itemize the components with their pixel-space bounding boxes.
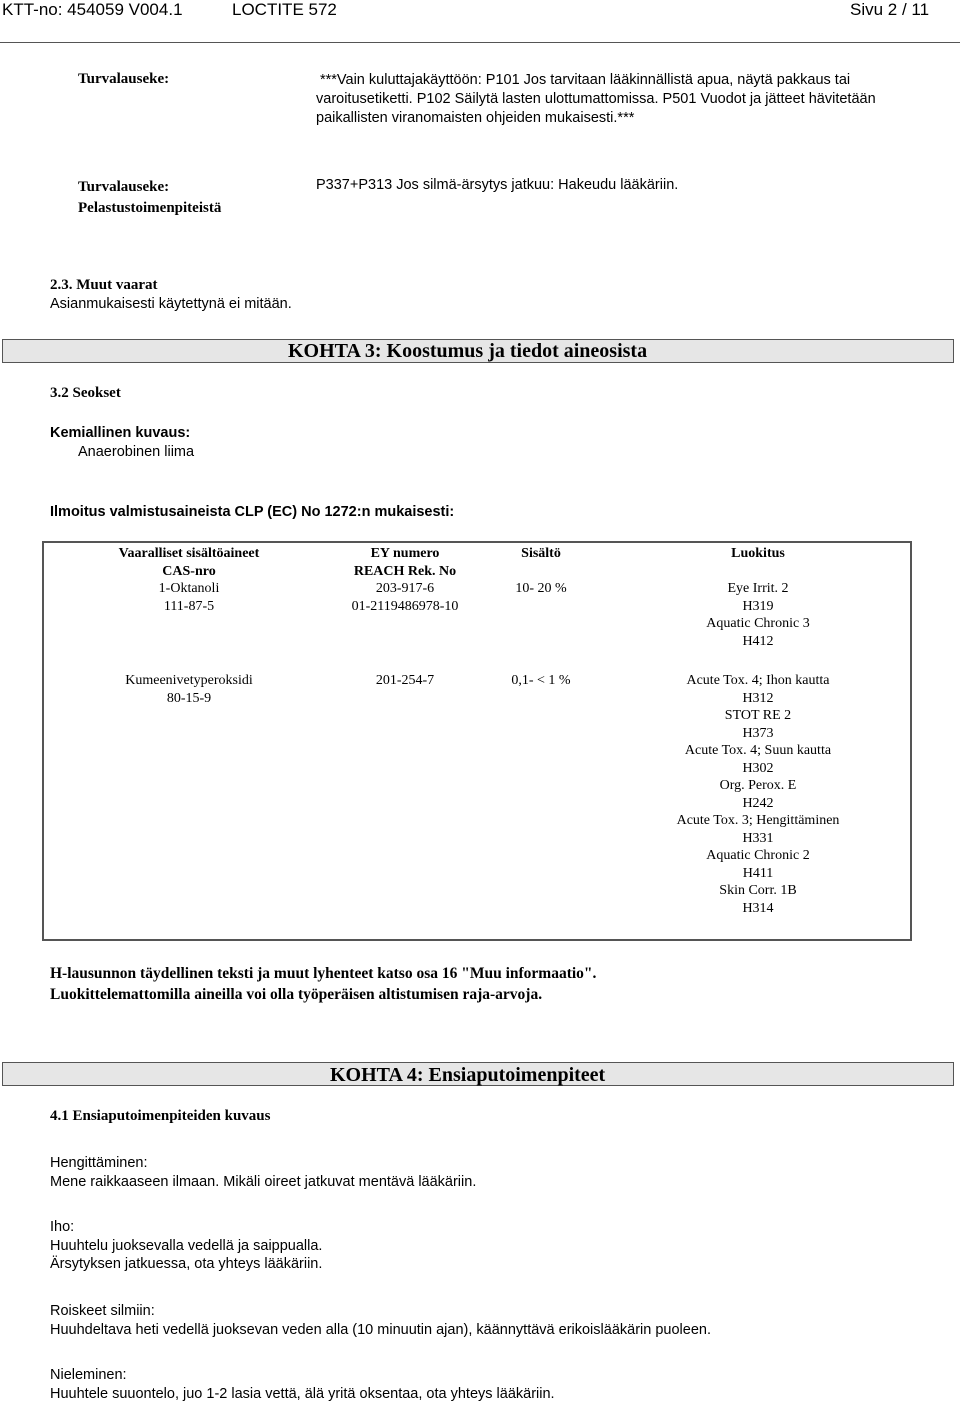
classification-line: H411 [742,865,774,881]
turvalauseke-line: varoitusetiketti. P102 Säilytä lasten ulottumattomissa. P501 Vuodot ja jätteet hävitetään [316,91,876,107]
header-reach: REACH Rek. No [353,563,457,579]
ensiapu-subheading: 4.1 Ensiaputoimenpiteiden kuvaus [50,1108,271,1124]
pelastus-text: P337+P313 Jos silmä-ärsytys jatkuu: Hakeudu lääkäriin. [316,177,679,193]
note-line: Luokittelemattomilla aineilla voi olla työperäisen altistumisen raja-arvoja. [50,986,543,1003]
seokset-heading: 3.2 Seokset [50,385,121,401]
table-cell [43,668,334,940]
classification-line: Acute Tox. 3; Hengittäminen [676,813,840,828]
kemiallinen-kuvaus-label: Kemiallinen kuvaus: [50,425,191,441]
table-cell [334,668,476,940]
classification-line: H319 [742,598,774,614]
table-cell [334,542,476,668]
first-aid-label: Nieleminen: [50,1367,127,1383]
kemiallinen-kuvaus-value: Anaerobinen liima [78,444,195,460]
classification-line: H373 [742,725,774,741]
first-aid-text: Mene raikkaaseen ilmaan. Mikäli oireet jatkuvat mentävä lääkäriin. [50,1173,477,1190]
ingredient-content: 0,1- < 1 % [511,673,571,688]
table-cell [43,542,334,668]
classification-line: Aquatic Chronic 2 [706,848,810,863]
pelastus-label-line: Pelastustoimenpiteistä [78,200,222,216]
table-cell [476,542,606,668]
nieleminen-block [50,1366,555,1403]
first-aid-label: Hengittäminen: [50,1155,148,1171]
table-cell [606,668,911,940]
header-cas: CAS-nro [162,563,216,579]
classification-line: Org. Perox. E [719,778,797,793]
header-classification: Luokitus [731,546,785,561]
table-cell [606,542,911,668]
first-aid-label: Roiskeet silmiin: [50,1303,155,1319]
classification-line: Eye Irrit. 2 [727,581,789,596]
h-statement-note [50,963,596,1005]
classification-line: H242 [742,795,774,811]
pelastus-label [78,177,221,219]
classification-line: Skin Corr. 1B [719,883,797,898]
classification-line: H314 [742,900,774,916]
note-line: H-lausunnon täydellinen teksti ja muut lyhenteet katso osa 16 "Muu informaatio". [50,965,597,982]
first-aid-label: Iho: [50,1219,75,1235]
classification-line: Aquatic Chronic 3 [706,616,810,631]
product-name: LOCTITE 572 [232,0,337,19]
turvalauseke-text [316,71,876,128]
turvalauseke-line: paikallisten viranomaisten ohjeiden mukaisesti.*** [316,110,635,126]
ingredient-cas: 111-87-5 [163,598,215,614]
first-aid-text: Huuhtelu juoksevalla vedellä ja saippualla. [50,1237,323,1254]
hengittaminen-block [50,1154,476,1191]
classification-line: Acute Tox. 4; Ihon kautta [686,673,830,688]
table-cell [476,668,606,940]
classification-line: H331 [742,830,774,846]
page-number: Sivu 2 / 11 [850,0,930,19]
ingredient-ey: 203-917-6 [375,581,435,596]
ingredient-name: Kumeenivetyperoksidi [125,673,253,688]
classification-line: H412 [742,633,774,649]
header-divider [0,42,960,43]
muut-vaarat-heading: 2.3. Muut vaarat [50,277,158,293]
first-aid-text: Huuhdeltava heti vedellä juoksevan veden alla (10 minuutin ajan), käännyttävä erikoislääkärin puoleen. [50,1321,711,1338]
classification-line: STOT RE 2 [724,708,792,723]
ingredient-name: 1-Oktanoli [158,581,220,596]
turvalauseke-line: ***Vain kuluttajakäyttöön: P101 Jos tarvitaan lääkinnällistä apua, näytä pakkaus tai [320,72,851,88]
ingredient-content: 10- 20 % [515,581,567,596]
section-3-title: KOHTA 3: Koostumus ja tiedot aineosista [288,340,648,362]
header-ey: EY numero [370,546,440,561]
ilmoitus-heading: Ilmoitus valmistusaineista CLP (EC) No 1272:n mukaisesti: [50,504,455,520]
ingredient-reach: 01-2119486978-10 [351,598,459,614]
document-id: KTT-no: 454059 V004.1 [2,0,183,19]
first-aid-text: Ärsytyksen jatkuessa, ota yhteys lääkäriin. [50,1256,323,1272]
first-aid-text: Huuhtele suuontelo, juo 1-2 lasia vettä, älä yritä oksentaa, ota yhteys lääkäriin. [50,1385,555,1402]
section-4-title: KOHTA 4: Ensiaputoimenpiteet [330,1064,606,1086]
classification-line: H302 [742,760,774,776]
header-content: Sisältö [521,546,561,561]
ingredient-ey: 201-254-7 [375,673,435,688]
classification-line: H312 [742,690,774,706]
composition-table [42,541,912,941]
header-ingredients: Vaaralliset sisältöaineet [118,546,260,561]
table-row [43,668,911,940]
table-row [43,542,911,668]
ingredient-cas: 80-15-9 [166,690,212,706]
turvalauseke-label: Turvalauseke: [78,71,170,87]
pelastus-label-line: Turvalauseke: [78,179,170,195]
silmat-block [50,1302,711,1339]
iho-block [50,1218,322,1274]
classification-line: Acute Tox. 4; Suun kautta [684,743,832,758]
muut-vaarat-text: Asianmukaisesti käytettynä ei mitään. [50,296,292,312]
